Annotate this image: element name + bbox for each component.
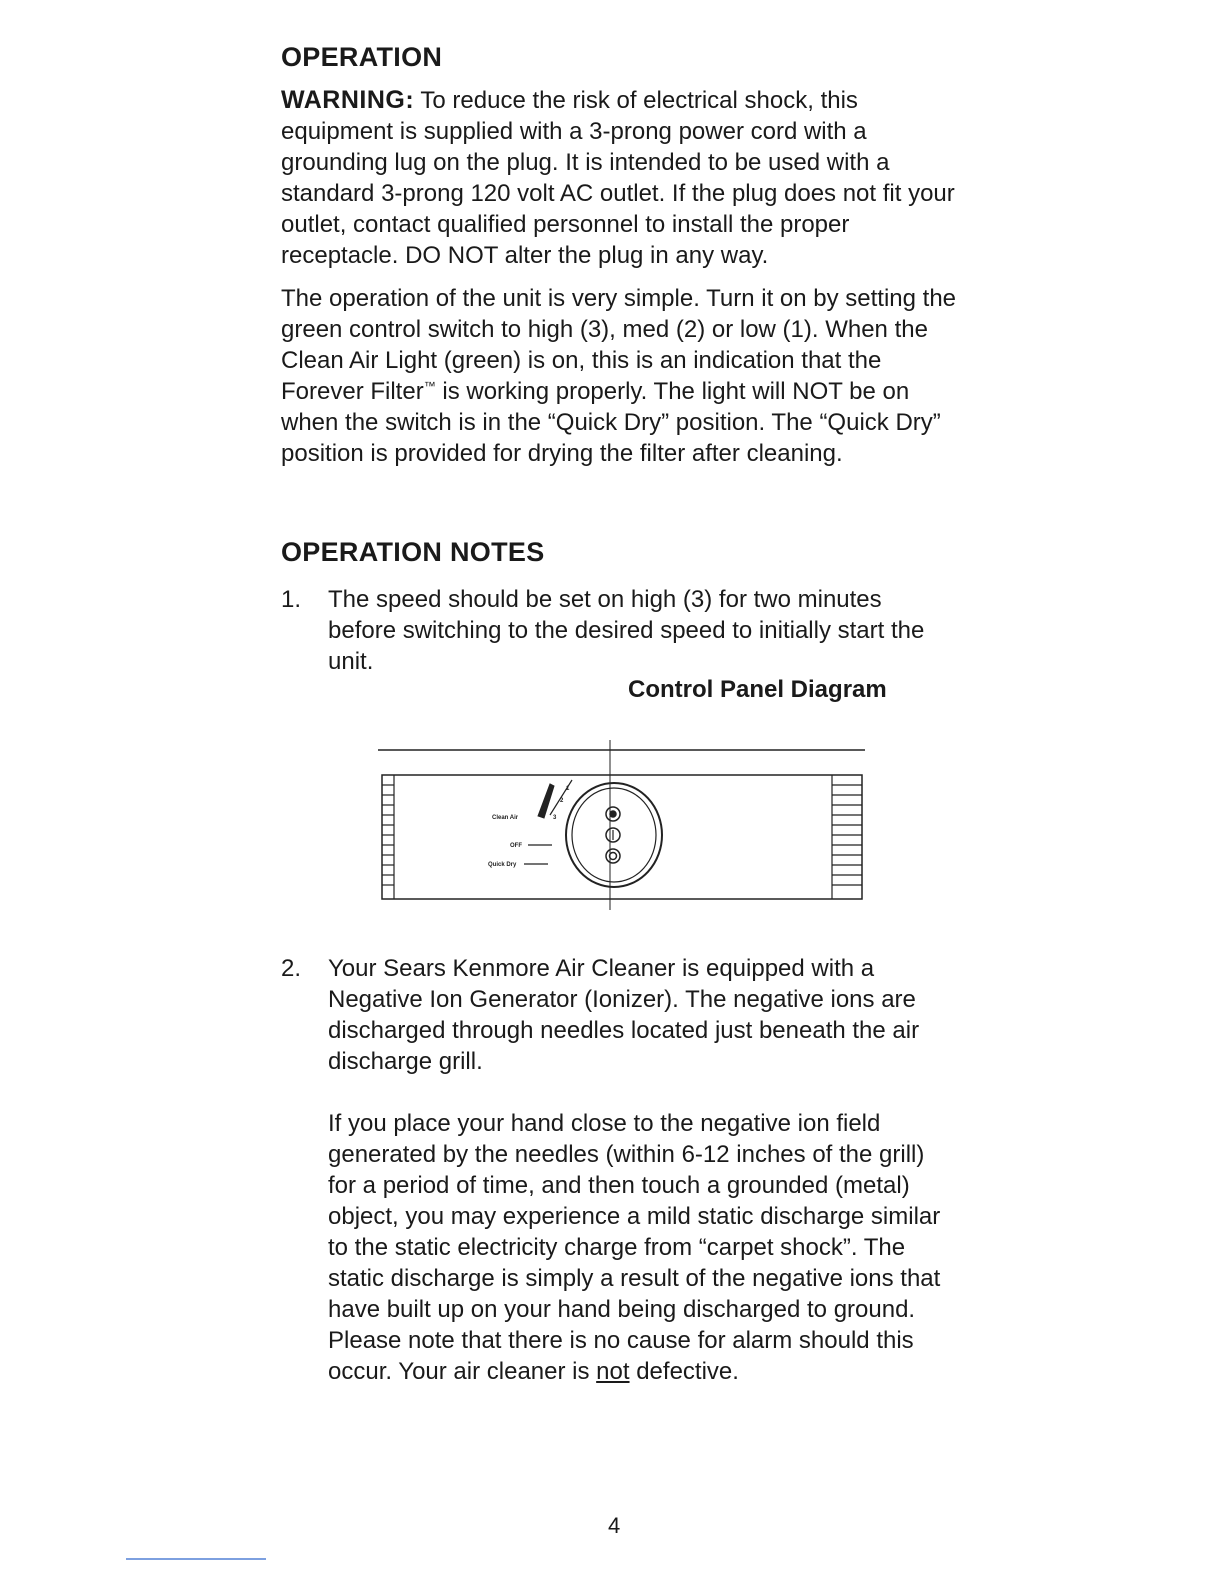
operation-heading: OPERATION [281, 42, 443, 72]
operation-text-start: The operation of the unit is very simple. Turn it on by setting the green control switch to high (3), med (2) or low (1). When the Clean Air Light (green) is on, this is an indication that the Forever Filter [281, 285, 957, 405]
operation-text-end: is working properly. The light will NOT be on when the switch is in the “Quick Dry” position. The “Quick Dry” position is provided for drying the filter after cleaning. [281, 378, 941, 467]
panel-outline [382, 775, 862, 899]
note-text-2b: If you place your hand close to the negative ion field generated by the needles (within 6-12 inches of the grill) for a period of time, and then touch a grounded (metal) object, you may experience a mild static discharge similar to the static electricity charge from “carpet shock”. The static discharge is simply a result of the negative ions that have built up on your hand being discharged to ground. [328, 1110, 941, 1323]
note-body-2 [328, 953, 948, 1387]
label-speed-2: 2 [560, 798, 564, 804]
label-quick-dry: Quick Dry [488, 862, 517, 868]
label-clean-air: Clean Air [492, 815, 519, 821]
label-off: OFF [510, 843, 522, 849]
bottom-rule [126, 1558, 266, 1560]
page-number: 4 [608, 1513, 621, 1538]
trademark-symbol: ™ [423, 379, 436, 393]
operation-section [281, 42, 961, 469]
operation-notes-heading: OPERATION NOTES [281, 537, 545, 567]
note-number-2: 2. [281, 955, 302, 982]
right-grill [832, 775, 862, 899]
diagram-title: Control Panel Diagram [628, 676, 887, 703]
warning-label: WARNING: [281, 86, 415, 114]
warning-text: To reduce the risk of electrical shock, this equipment is supplied with a 3-prong power cord with a grounding lug on the plug. It is intended to be used with a standard 3-prong 120 volt AC outlet. If the plug does not fit your outlet, contact qualified personnel to install the proper receptacle. DO NOT alter the plug in any way. [281, 87, 955, 269]
note-number-1: 1. [281, 586, 302, 613]
control-panel-diagram [370, 738, 870, 913]
note-text-2c-underlined: not [596, 1358, 630, 1385]
warning-paragraph [281, 85, 961, 271]
note-text-2a: Your Sears Kenmore Air Cleaner is equipped with a Negative Ion Generator (Ionizer). The negative ions are discharged through needles located just beneath the air discharge grill. [328, 955, 920, 1075]
operation-paragraph [281, 283, 961, 469]
label-speed-1: 1 [566, 786, 570, 792]
label-speed-3: 3 [553, 815, 557, 821]
note-text-2c [328, 1325, 948, 1387]
left-grill [382, 775, 394, 899]
note-text-1: The speed should be set on high (3) for two minutes before switching to the desired speed to initially start the unit. [328, 586, 925, 675]
note-text-2c-end: defective. [629, 1358, 739, 1385]
control-knob [566, 783, 662, 887]
quick-dry-position-icon [606, 849, 620, 863]
note-text-2c-start: Please note that there is no cause for alarm should this occur. Your air cleaner is [328, 1327, 914, 1385]
operation-notes-heading-wrap [281, 537, 961, 568]
